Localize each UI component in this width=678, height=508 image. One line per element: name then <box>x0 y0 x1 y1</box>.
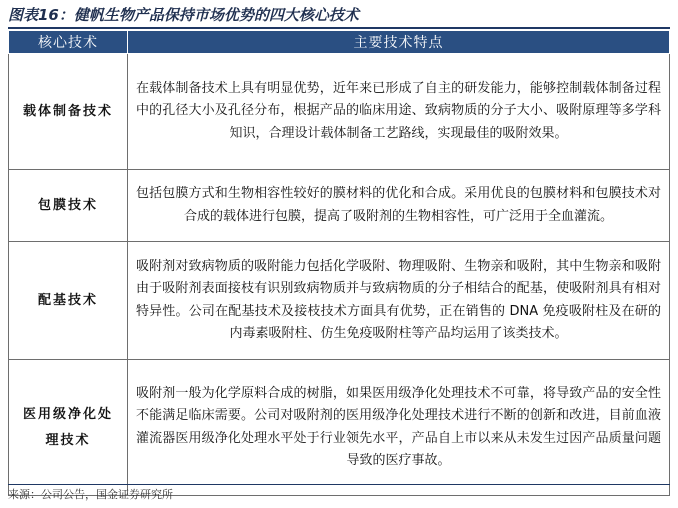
core-technology-table <box>8 30 670 496</box>
source-note: 来源：公司公告，国金证券研究所 <box>8 488 173 501</box>
row-tech-description: 在载体制备技术上具有明显优势，近年来已形成了自主的研发能力，能够控制载体制备过程中的孔径大小及孔径分布，根据产品的临床用途、致病物质的分子大小、吸附原理等多学科知识，合理设计载体制备工艺路线，实现最佳的吸附效果。 <box>128 54 670 170</box>
title-divider <box>8 27 670 29</box>
table-row <box>9 360 670 496</box>
row-tech-name: 载体制备技术 <box>9 54 128 170</box>
row-tech-name: 医用级净化处理技术 <box>9 360 128 496</box>
header-main-features: 主要技术特点 <box>128 31 670 54</box>
row-tech-description: 吸附剂一般为化学原料合成的树脂，如果医用级净化处理技术不可靠，将导致产品的安全性不能满足临床需要。公司对吸附剂的医用级净化处理技术进行不断的创新和改进，目前血液灌流器医用级净化处理水平处于行业领先水平，产品自上市以来从未发生过因产品质量问题导致的医疗事故。 <box>128 360 670 496</box>
row-tech-description: 包括包膜方式和生物相容性较好的膜材料的优化和合成。采用优良的包膜材料和包膜技术对合成的载体进行包膜，提高了吸附剂的生物相容性，可广泛用于全血灌流。 <box>128 170 670 242</box>
figure-title: 图表16：健帆生物产品保持市场优势的四大核心技术 <box>8 6 359 24</box>
table-row <box>9 54 670 170</box>
table-header-row <box>9 31 670 54</box>
table-row <box>9 170 670 242</box>
header-core-technology: 核心技术 <box>9 31 128 54</box>
row-tech-name: 包膜技术 <box>9 170 128 242</box>
source-divider <box>8 484 670 485</box>
table-row <box>9 242 670 360</box>
row-tech-name: 配基技术 <box>9 242 128 360</box>
row-tech-description: 吸附剂对致病物质的吸附能力包括化学吸附、物理吸附、生物亲和吸附，其中生物亲和吸附由于吸附剂表面接枝有识别致病物质并与致病物质的分子相结合的配基，使吸附剂具有相对特异性。公司在配基技术及接枝技术方面具有优势，正在销售的 DNA 免疫吸附柱及在研的内毒素吸附柱、仿生免疫吸附柱等产品均运用了该类技术。 <box>128 242 670 360</box>
